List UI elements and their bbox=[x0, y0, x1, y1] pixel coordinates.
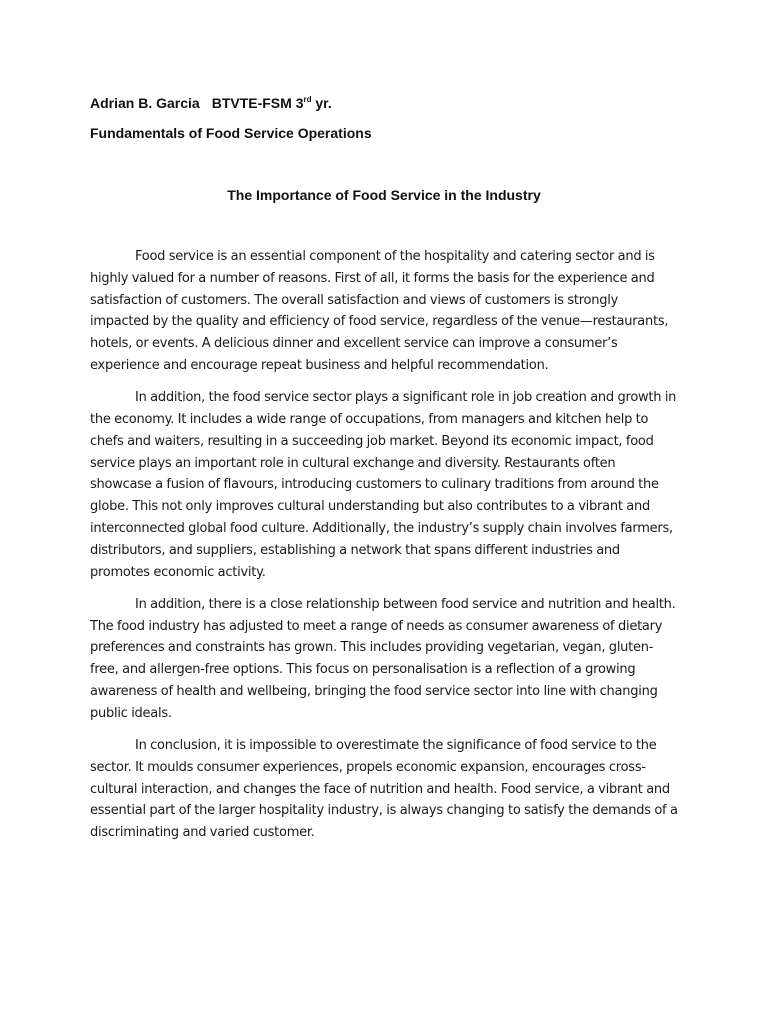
essay-body bbox=[90, 246, 680, 854]
paragraph: In addition, the food service sector plays a significant role in job creation and growth in the economy. It includes a wide range of occupations, from managers and kitchen help to chefs and waiters, resulting in a succeeding job market. Beyond its economic impact, food service plays an important role in cultural exchange and diversity. Restaurants often showcase a fusion of flavours, introducing customers to culinary traditions from around the globe. This not only improves cultural understanding but also contributes to a vibrant and interconnected global food culture. Additionally, the industry’s supply chain involves farmers, distributors, and suppliers, establishing a network that spans different industries and promotes economic activity. bbox=[90, 390, 677, 580]
paragraph: In addition, there is a close relationship between food service and nutrition and health. The food industry has adjusted to meet a range of needs as consumer awareness of dietary preferences and constraints has grown. This includes providing vegetarian, vegan, gluten-free, and allergen-free options. This focus on personalisation is a reflection of a growing awareness of health and wellbeing, bringing the food service sector into line with changing public ideals. bbox=[90, 596, 676, 721]
essay-title: The Importance of Food Service in the Industry bbox=[227, 187, 541, 203]
year-label: yr. bbox=[315, 95, 332, 111]
author-name: Adrian B. Garcia bbox=[90, 95, 200, 111]
paragraph: In conclusion, it is impossible to overestimate the significance of food service to the sector. It moulds consumer experiences, propels economic expansion, encourages cross-cultural interaction, and changes the face of nutrition and health. Food service, a vibrant and essential part of the larger hospitality industry, is always changing to satisfy the demands of a discriminating and varied customer. bbox=[90, 737, 678, 841]
paragraph: Food service is an essential component of the hospitality and catering sector and is highly valued for a number of reasons. First of all, it forms the basis for the experience and satisfaction of customers. The overall satisfaction and views of customers is strongly impacted by the quality and efficiency of food service, regardless of the venue—restaurants, hotels, or events. A delicious dinner and excellent service can improve a consumer’s experience and encourage repeat business and helpful recommendation. bbox=[90, 249, 669, 373]
year-ordinal-suffix: rd bbox=[303, 95, 312, 104]
author-line bbox=[90, 94, 332, 115]
program-label: BTVTE-FSM 3 bbox=[211, 95, 304, 111]
course-title: Fundamentals of Food Service Operations bbox=[90, 125, 372, 141]
